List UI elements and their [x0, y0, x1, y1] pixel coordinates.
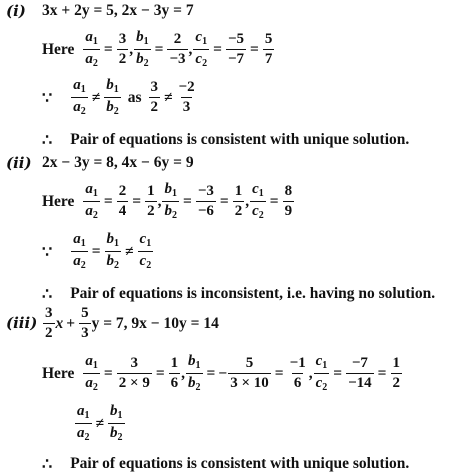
therefore-symbol: ∴ [42, 454, 53, 473]
part-iii-inequality: $\frac{a_1}{a_2}$ ≠ $\frac{b_1}{b_2}$ [77, 403, 123, 443]
here-label: Here [42, 40, 75, 58]
value-c-ratio-simplified: $\frac{5}{7}$ [264, 31, 273, 67]
part-iii-equation-tail: y = 7, 9x − 10y = 14 [91, 314, 219, 332]
therefore-symbol: ∴ [42, 130, 53, 149]
part-i-conclusion-row [42, 130, 409, 149]
as-text: as [127, 88, 142, 106]
part-i-ratios: Here $\frac{a_1}{a_2}$ = $\frac{3}{2}$ , $\frac{b_1}{b_2}$ = $\frac{2}{-3}$ , $\frac{c_1}{c_2}$ = $\frac{-5}{-7}$ = $\frac{5}{7}$ [42, 29, 273, 69]
part-iii-label: (iii) [6, 314, 38, 332]
here-label: Here [42, 364, 75, 382]
part-ii-equations: 2x − 3y = 8, 4x − 6y = 9 [42, 154, 194, 171]
part-iii-ratios: Here $\frac{a_1}{a_2}$ = $\frac{3}{2 \times 9}$ = $\frac{1}{6}$ , $\frac{b_1}{b_2}$ = − $\frac{5}{3 \times 10}$ = $\frac{-1}{6}$ , $\frac{c_1}{c_2}$ = $\frac{-7}{-14}$ = $\frac{1}{2}$ [42, 353, 400, 393]
part-ii-conclusion-row [42, 284, 435, 303]
because-symbol: ∵ [42, 242, 53, 261]
part-ii-conclusion: Pair of equations is inconsistent, i.e. having no solution. [70, 284, 436, 302]
because-symbol: ∵ [42, 88, 53, 107]
value-b-ratio: $\frac{2}{-3}$ [169, 31, 186, 67]
part-i-label: (i) [6, 2, 26, 20]
part-ii-because: ∵ $\frac{a_1}{a_2}$ = $\frac{b_1}{b_2}$ ≠ $\frac{c_1}{c_2}$ [42, 231, 152, 271]
therefore-symbol: ∴ [42, 284, 53, 303]
part-iii-conclusion-row [42, 454, 409, 473]
part-ii-label: (ii) [6, 154, 32, 172]
ratio-c1-c2: $\frac{c_1}{c_2}$ [195, 29, 208, 69]
part-ii-ratios: Here $\frac{a_1}{a_2}$ = $\frac{2}{4}$ = $\frac{1}{2}$ , $\frac{b_1}{b_2}$ = $\frac{-3}{-6}$ = $\frac{1}{2}$ , $\frac{c_1}{c_2}$ = $\frac{8}{9}$ [42, 181, 293, 221]
value-a-ratio: $\frac{3}{2}$ [118, 31, 127, 67]
part-iii-conclusion: Pair of equations is consistent with unique solution. [70, 454, 410, 472]
ratio-b1-b2: $\frac{b_1}{b_2}$ [136, 29, 149, 69]
here-label: Here [42, 192, 75, 210]
part-i-because: ∵ $\frac{a_1}{a_2}$ ≠ $\frac{b_1}{b_2}$ as $\frac{3}{2}$ ≠ $\frac{-2}{3}$ [42, 77, 195, 117]
value-c-ratio: $\frac{-5}{-7}$ [227, 31, 244, 67]
part-i-conclusion: Pair of equations is consistent with unique solution. [70, 130, 410, 148]
part-i-equations: 3x + 2y = 5, 2x − 3y = 7 [42, 2, 194, 19]
part-iii-equations: $\frac{3}{2}$ x + $\frac{5}{3}$ y = 7, 9x − 10y = 14 [45, 305, 219, 341]
ratio-a1-a2: $\frac{a_1}{a_2}$ [85, 29, 98, 69]
